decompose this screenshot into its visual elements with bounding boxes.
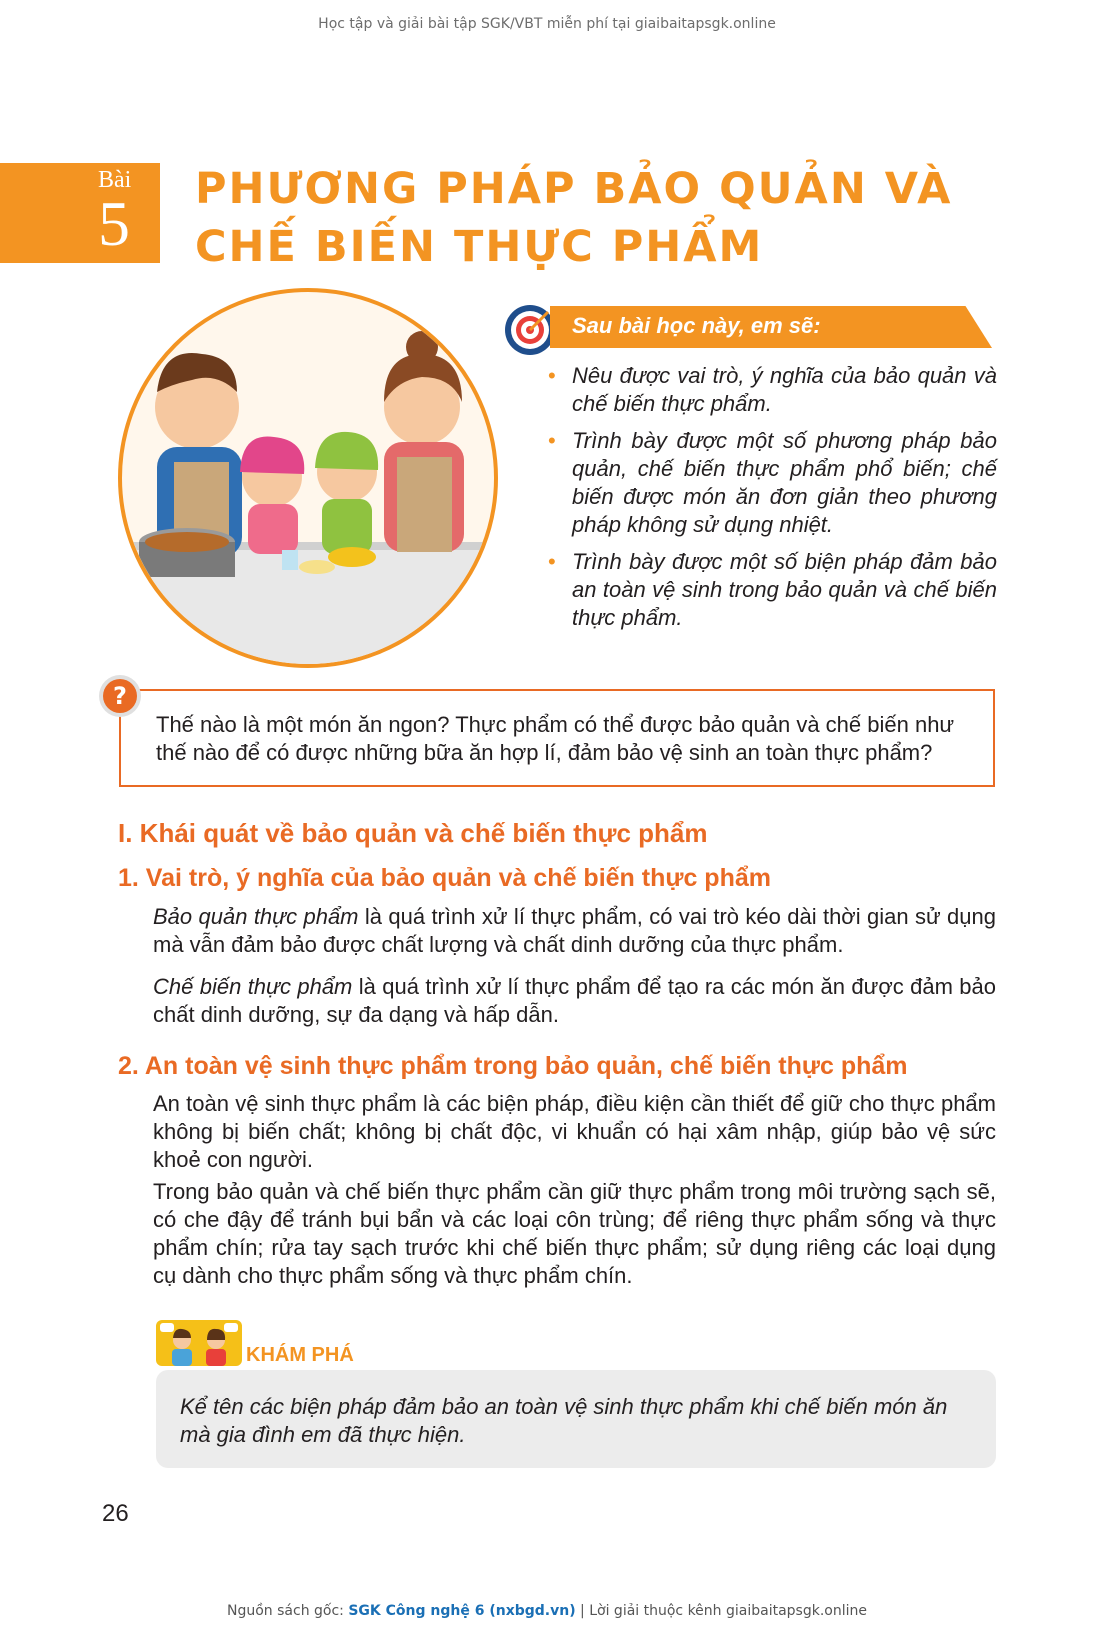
lesson-title-line1: PHƯƠNG PHÁP BẢO QUẢN VÀ [195, 164, 953, 214]
source-link[interactable]: SGK Công nghệ 6 (nxbgd.vn) [348, 1603, 576, 1619]
target-icon [504, 304, 556, 356]
lesson-word: Bài [98, 167, 132, 193]
lesson-title [195, 160, 1065, 276]
objective-item: • Nêu được vai trò, ý nghĩa của bảo quản và chế biến thực phẩm. [572, 362, 997, 418]
paragraph-food-safety: An toàn vệ sinh thực phẩm là các biện pháp, điều kiện cần thiết để giữ cho thực phẩm không bị biến chất; không bị chất độc, vi khuẩn có hại xâm nhập, giúp bảo vệ sức khoẻ con người. [153, 1091, 996, 1172]
term-processing: Chế biến thực phẩm [153, 974, 353, 999]
opening-question: Thế nào là một món ăn ngon? Thực phẩm có thể được bảo quản và chế biến như thế nào để có được những bữa ăn hợp lí, đảm bảo vệ sinh an toàn thực phẩm? [156, 712, 955, 765]
subsection-heading-1: 1. Vai trò, ý nghĩa của bảo quản và chế biến thực phẩm [118, 864, 771, 892]
lesson-title-line2: CHẾ BIẾN THỰC PHẨM [195, 222, 764, 272]
explore-icon [156, 1320, 242, 1366]
objectives-heading: Sau bài học này, em sẽ: [572, 313, 821, 338]
footer-note: Nguồn sách gốc: SGK Công nghệ 6 (nxbgd.vn) | Lời giải thuộc kênh giaibaitapsgk.online [227, 1603, 867, 1619]
paragraph-preservation: Bảo quản thực phẩm là quá trình xử lí thực phẩm, có vai trò kéo dài thời gian sử dụng mà vẫn đảm bảo được chất lượng và chất dinh dưỡng của thực phẩm. [153, 904, 996, 957]
lesson-number: 5 [98, 188, 130, 259]
objective-item: • Trình bày được một số biện pháp đảm bảo an toàn vệ sinh trong bảo quản và chế biến thực phẩm. [572, 548, 997, 632]
page-number: 26 [102, 1500, 129, 1527]
header-note: Học tập và giải bài tập SGK/VBT miễn phí tại giaibaitapsgk.online [318, 16, 776, 32]
question-mark-icon [98, 674, 142, 718]
svg-text:?: ? [113, 682, 127, 710]
family-cooking-image [122, 292, 494, 664]
paragraph-food-safety-measures: Trong bảo quản và chế biến thực phẩm cần giữ thực phẩm trong môi trường sạch sẽ, có che đậy để tránh bụi bẩn và các loại côn trùng; để riêng thực phẩm sống và thực phẩm chín; rửa tay sạch trước khi chế biến thực phẩm; sử dụng riêng các loại dụng cụ dành cho thực phẩm sống và thực phẩm chín. [153, 1179, 996, 1288]
section-heading: I. Khái quát về bảo quản và chế biến thực phẩm [118, 818, 708, 848]
term-preservation: Bảo quản thực phẩm [153, 904, 359, 929]
paragraph-processing: Chế biến thực phẩm là quá trình xử lí thực phẩm để tạo ra các món ăn được đảm bảo chất dinh dưỡng, sự đa dạng và hấp dẫn. [153, 974, 996, 1027]
objectives-list [572, 362, 997, 641]
family-cooking-illustration [118, 288, 498, 668]
explore-label: KHÁM PHÁ [246, 1344, 354, 1366]
explore-task: Kể tên các biện pháp đảm bảo an toàn vệ sinh thực phẩm khi chế biến món ăn mà gia đình em đã thực hiện. [180, 1394, 948, 1447]
objective-item: • Trình bày được một số phương pháp bảo quản, chế biến thực phẩm phổ biến; chế biến được món ăn đơn giản theo phương pháp không sử dụng nhiệt. [572, 427, 997, 539]
subsection-heading-2: 2. An toàn vệ sinh thực phẩm trong bảo quản, chế biến thực phẩm [118, 1052, 908, 1080]
lesson-badge [0, 163, 160, 263]
